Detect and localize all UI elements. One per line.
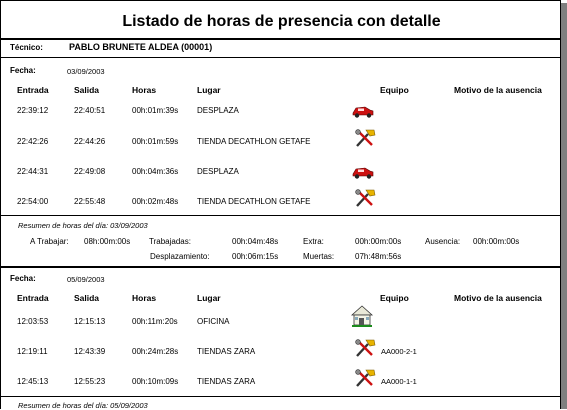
- row-horas: 00h:24m:28s: [132, 347, 179, 356]
- row-lugar: TIENDA DECATHLON GETAFE: [197, 197, 311, 206]
- row-salida: 22:44:26: [74, 137, 106, 146]
- row-lugar: DESPLAZA: [197, 106, 239, 115]
- tecnico-value: PABLO BRUNETE ALDEA (00001): [69, 42, 213, 52]
- row-entrada: 12:45:13: [17, 377, 49, 386]
- report-title: Listado de horas de presencia con detalle: [122, 13, 441, 30]
- col-equipo: Equipo: [380, 85, 409, 95]
- page-shadow: [561, 3, 567, 409]
- summary-title: Resumen de horas del día: 05/09/2003: [18, 401, 148, 410]
- car-icon: [351, 101, 375, 121]
- row-salida: 22:55:48: [74, 197, 106, 206]
- col-horas: Horas: [132, 293, 157, 303]
- fecha-label: Fecha:: [10, 66, 36, 75]
- row-lugar: TIENDAS ZARA: [197, 377, 256, 386]
- col-salida: Salida: [74, 85, 100, 95]
- row-salida: 12:55:23: [74, 377, 106, 386]
- row-salida: 22:49:08: [74, 167, 106, 176]
- tools-icon: [354, 368, 378, 388]
- col-entrada: Entrada: [17, 293, 49, 303]
- row-salida: 12:43:39: [74, 347, 106, 356]
- row-salida: 22:40:51: [74, 106, 106, 115]
- col-horas: Horas: [132, 85, 157, 95]
- col-motivo: Motivo de la ausencia: [454, 85, 542, 95]
- row-horas: 00h:10m:09s: [132, 377, 179, 386]
- summary-ausencia: 00h:00m:00s: [473, 237, 520, 246]
- tools-icon: [354, 188, 378, 208]
- fecha-value: 05/09/2003: [67, 275, 105, 284]
- tools-icon: [354, 338, 378, 358]
- row-salida: 12:15:13: [74, 317, 106, 326]
- house-icon: [350, 304, 374, 328]
- divider: [1, 396, 560, 397]
- row-equipo: AA000-2-1: [381, 347, 417, 356]
- summary-muertas-label: Muertas:: [303, 252, 335, 261]
- summary-trabajadas: 00h:04m:48s: [232, 237, 279, 246]
- row-entrada: 22:39:12: [17, 106, 49, 115]
- col-lugar: Lugar: [197, 293, 221, 303]
- row-entrada: 22:54:00: [17, 197, 49, 206]
- col-motivo: Motivo de la ausencia: [454, 293, 542, 303]
- divider: [1, 266, 560, 268]
- row-entrada: 12:19:11: [17, 347, 48, 356]
- summary-desplazamiento-label: Desplazamiento:: [150, 252, 210, 261]
- row-horas: 00h:02m:48s: [132, 197, 179, 206]
- row-equipo: AA000-1-1: [381, 377, 417, 386]
- summary-extra: 00h:00m:00s: [355, 237, 402, 246]
- row-entrada: 12:03:53: [17, 317, 49, 326]
- row-lugar: DESPLAZA: [197, 167, 239, 176]
- row-entrada: 22:44:31: [17, 167, 49, 176]
- summary-ausencia-label: Ausencia:: [425, 237, 461, 246]
- col-entrada: Entrada: [17, 85, 49, 95]
- col-equipo: Equipo: [380, 293, 409, 303]
- car-icon: [351, 162, 375, 182]
- fecha-label: Fecha:: [10, 274, 36, 283]
- summary-a-trabajar: 08h:00m:00s: [84, 237, 131, 246]
- col-salida: Salida: [74, 293, 100, 303]
- summary-trabajadas-label: Trabajadas:: [149, 237, 191, 246]
- summary-muertas: 07h:48m:56s: [355, 252, 402, 261]
- tecnico-label: Técnico:: [10, 43, 43, 52]
- row-horas: 00h:01m:39s: [132, 106, 179, 115]
- row-horas: 00h:11m:20s: [132, 317, 178, 326]
- row-horas: 00h:01m:59s: [132, 137, 179, 146]
- divider: [1, 57, 560, 58]
- summary-desplazamiento: 00h:06m:15s: [232, 252, 279, 261]
- row-lugar: OFICINA: [197, 317, 230, 326]
- divider: [1, 38, 560, 40]
- fecha-value: 03/09/2003: [67, 67, 105, 76]
- tools-icon: [354, 128, 378, 148]
- row-lugar: TIENDA DECATHLON GETAFE: [197, 137, 311, 146]
- divider: [1, 215, 560, 216]
- summary-a-trabajar-label: A Trabajar:: [30, 237, 69, 246]
- row-lugar: TIENDAS ZARA: [197, 347, 256, 356]
- col-lugar: Lugar: [197, 85, 221, 95]
- row-entrada: 22:42:26: [17, 137, 49, 146]
- summary-extra-label: Extra:: [303, 237, 324, 246]
- summary-title: Resumen de horas del día: 03/09/2003: [18, 221, 148, 230]
- row-horas: 00h:04m:36s: [132, 167, 179, 176]
